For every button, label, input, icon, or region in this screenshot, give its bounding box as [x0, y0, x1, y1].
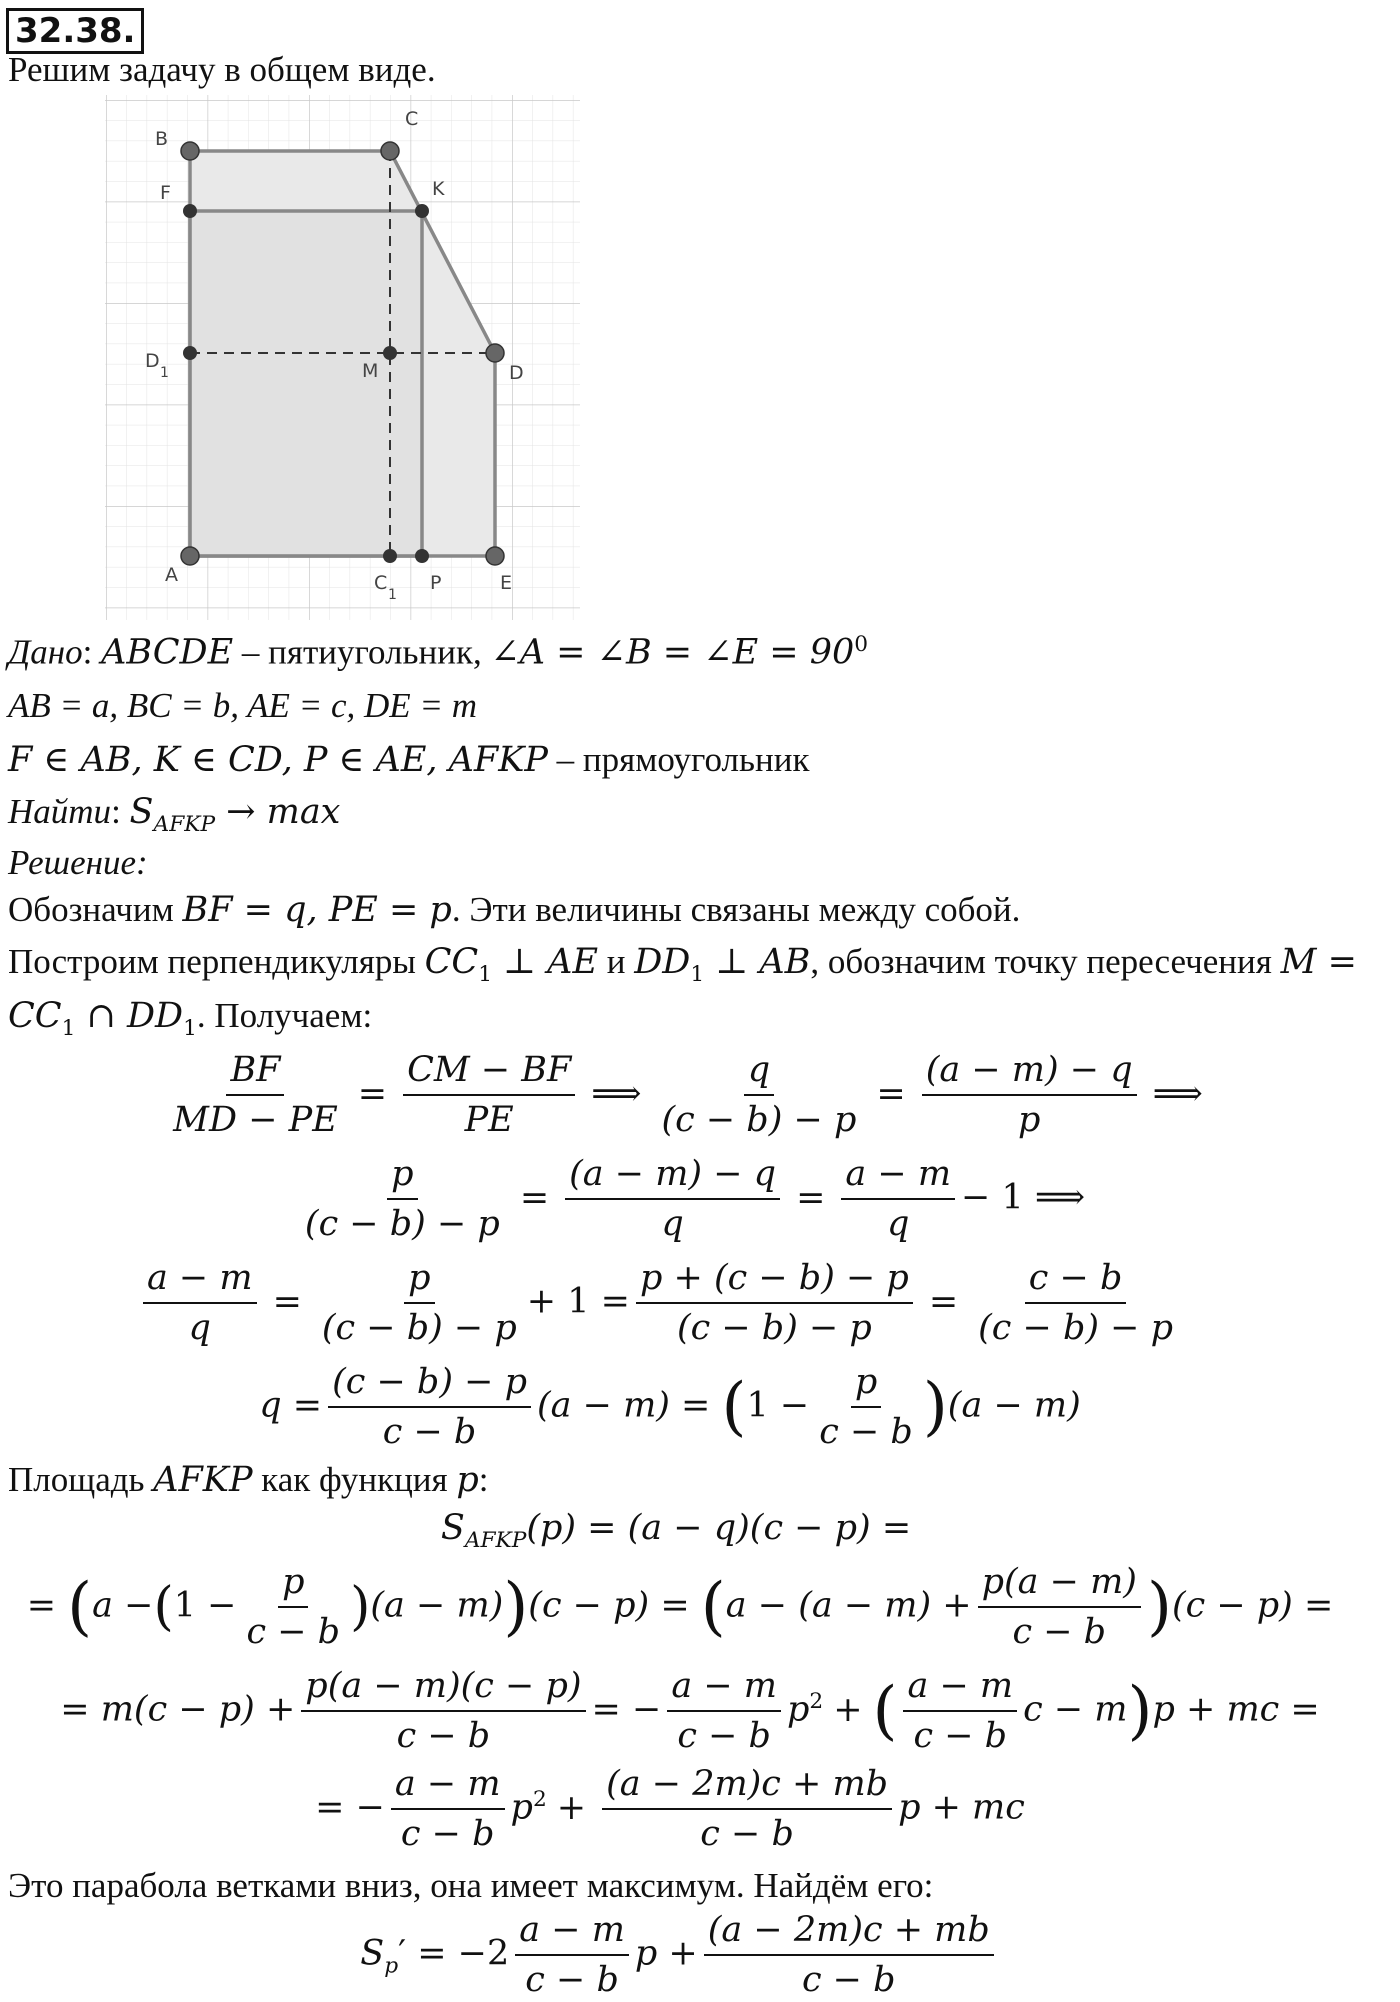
label-f: F — [160, 182, 171, 204]
eq2-tail: − 1 ⟹ — [961, 1177, 1086, 1218]
deriv-f1-den: c − b — [525, 1960, 619, 2000]
equation-4: q = $\frac{(c - b) - p}{c - b}$ (a − m) = (1 − $\frac{p}{c - b}$ )(a − m) — [259, 1362, 1081, 1452]
equation-1: $\frac{BF}{MD - PE}$ = $\frac{CM - BF}{PE}$ ⟹ $\frac{q}{(c - b) - p}$ = $\frac{(a - m) - q}{p}$ ⟹ — [0, 1048, 1388, 1142]
label-p: P — [430, 572, 442, 594]
construct-dd: DD — [634, 942, 691, 982]
notation-line — [8, 890, 1020, 930]
construct2-cap-dd: ∩ DD — [75, 996, 184, 1036]
s2-one: 1 − — [173, 1585, 237, 1626]
rectangle-afkp — [190, 211, 422, 556]
find-label: Найти — [8, 792, 112, 831]
construct2-cc: CC — [8, 996, 62, 1036]
deriv-f1-num: a − m — [515, 1908, 629, 1956]
solution-label: Решение: — [8, 843, 148, 882]
s3-mid: = − — [591, 1689, 662, 1730]
eq2-f1-den: (c − b) − p — [304, 1204, 500, 1244]
s1-sub: AFKP — [464, 1528, 527, 1553]
label-d1-sub: 1 — [160, 365, 169, 381]
construct-cc-sub: 1 — [478, 962, 493, 987]
s2-am: (a − m) — [370, 1585, 504, 1626]
s4-tail: p + mc — [898, 1787, 1025, 1828]
notation-post: . Эти величины связаны между собой. — [451, 890, 1021, 929]
construct-line-2 — [8, 996, 372, 1041]
s1-s: S — [440, 1508, 465, 1548]
eq3-mid: + 1 = — [526, 1281, 630, 1322]
s2-f2-den: c − b — [1012, 1612, 1107, 1652]
given-line-1: Дано: ABCDE – пятиугольник, ∠A = ∠B = ∠E = $90^0$ — [8, 632, 869, 673]
s4-f2-num: (a − 2m)c + mb — [602, 1762, 892, 1810]
s3-f3-den: c − b — [913, 1716, 1008, 1756]
area-eq-2: = (a −(1 − $\frac{p}{c - b}$ )(a − m))(c − p) = (a − (a − m) + $\frac{p(a - m)}{c - b}$ )(c − p) = — [26, 1562, 1334, 1652]
deriv-prime: ′ — [398, 1933, 407, 1974]
problem-number: 32.38. — [6, 8, 144, 54]
area-text — [8, 1460, 489, 1500]
label-m: M — [362, 360, 379, 382]
eq1-f4-den: p — [1017, 1100, 1041, 1140]
area-end: : — [478, 1460, 489, 1499]
deriv-eq: = −2 — [417, 1933, 510, 1974]
eq3-f3-den: (c − b) − p — [676, 1308, 872, 1348]
given-points: F ∈ AB, K ∈ CD, P ∈ AE, AFKP — [8, 740, 548, 780]
s3-cm: c − m — [1023, 1689, 1128, 1730]
s3-f2-num: a − m — [667, 1664, 781, 1712]
s2-f1-num: p — [278, 1560, 308, 1608]
eq3-f1-den: q — [188, 1308, 211, 1348]
area-var: p — [456, 1460, 479, 1500]
label-c1-sub: 1 — [388, 587, 397, 603]
s1-rest: (p) = (a − q)(c − p) = — [526, 1508, 912, 1548]
eq1-f1-num: BF — [226, 1048, 284, 1096]
deriv-s: S — [360, 1933, 385, 1974]
s4-p2-sup: 2 — [532, 1786, 547, 1812]
eq4-lhs: q = — [259, 1385, 323, 1426]
s2-cp2: (c − p) = — [1171, 1585, 1334, 1626]
construct-post: , обозначим точку пересечения — [810, 942, 1281, 981]
deriv-f2-num: (a − 2m)c + mb — [704, 1908, 994, 1956]
eq1-f3-den: (c − b) − p — [661, 1100, 857, 1140]
point-k — [415, 204, 429, 218]
s2-cp: (c − p) = — [528, 1585, 690, 1626]
eq1-f3-num: q — [744, 1048, 774, 1096]
s4-f1-num: a − m — [391, 1762, 505, 1810]
construct2-dd-sub: 1 — [183, 1016, 197, 1041]
s3-p2-sup: 2 — [809, 1688, 824, 1714]
s4-pre: = − — [315, 1787, 385, 1828]
eq4-tail: (a − m) — [947, 1385, 1081, 1426]
find-s-sub: AFKP — [153, 812, 216, 837]
eq3-f2-den: (c − b) − p — [321, 1308, 517, 1348]
area-post: как функция — [252, 1460, 457, 1499]
notation-pre: Обозначим — [8, 890, 183, 929]
eq3-f1-num: a − m — [143, 1256, 257, 1304]
area-eq-3: = m(c − p) + $\frac{p(a - m)(c - p)}{c - b}$ = − $\frac{a - m}{c - b}$ $p^2$ + ( $\frac{a - m}{c - b}$ c − m)p + mc = — [60, 1666, 1320, 1756]
eq1-f2-den: PE — [464, 1100, 514, 1140]
eq2-f1-num: p — [387, 1152, 417, 1200]
equation-2: $\frac{p}{(c - b) - p}$ = $\frac{(a - m) - q}{q}$ = $\frac{a - m}{q}$ − 1 ⟹ — [0, 1152, 1390, 1246]
point-e — [486, 547, 504, 565]
eq4-f1-den: c − b — [382, 1412, 477, 1452]
given-line-3 — [8, 740, 809, 780]
area-pre: Площадь — [8, 1460, 154, 1499]
eq4-mid: (a − m) = — [536, 1385, 711, 1426]
construct2-cc-sub: 1 — [61, 1016, 76, 1041]
label-k: K — [432, 178, 445, 200]
derivative-eq — [0, 1908, 1380, 2002]
s4-plus: + — [556, 1787, 587, 1828]
s3-f1-den: c − b — [396, 1716, 491, 1756]
s2-f1-den: c − b — [246, 1612, 341, 1652]
s2-a: a − — [92, 1585, 154, 1626]
eq4-f2-den: c − b — [819, 1412, 913, 1452]
eq1-f2-num: CM − BF — [403, 1048, 575, 1096]
given-angles: ∠A = ∠B = ∠E = 90 — [490, 632, 855, 673]
point-a — [181, 547, 199, 565]
label-c1: C — [374, 572, 388, 594]
construct-line-1 — [8, 942, 1357, 987]
label-d: D — [509, 362, 524, 384]
point-f — [183, 204, 197, 218]
construct-m: M = — [1280, 942, 1357, 982]
deriv-p: p + — [634, 1933, 698, 1974]
s2-a2: a − (a − m) + — [725, 1585, 972, 1626]
eq3-f4-num: c − b — [1025, 1256, 1127, 1304]
construct-perp-ae: ⊥ AE — [492, 942, 599, 982]
label-d1: D — [145, 350, 160, 372]
label-c: C — [405, 108, 419, 130]
point-p — [415, 549, 429, 563]
equation-3: $\frac{a - m}{q}$ = $\frac{p}{(c - b) - p}$ + 1 = $\frac{p + (c - b) - p}{(c - b) - p}$ = $\frac{c - b}{(c - b) - p}$ — [0, 1256, 1360, 1350]
eq1-f1-den: MD − PE — [173, 1100, 338, 1140]
point-m — [383, 346, 397, 360]
eq4-f2-num: p — [851, 1360, 881, 1408]
area-eq-4 — [0, 1762, 1370, 1856]
deriv-f2-den: c − b — [801, 1960, 896, 2000]
eq3-f3-num: p + (c − b) − p — [636, 1256, 913, 1304]
s2-f2-num: p(a − m) — [978, 1560, 1141, 1608]
construct-pre: Построим перпендикуляры — [8, 942, 425, 981]
point-d1 — [183, 346, 197, 360]
eq4-f1-num: (c − b) − p — [328, 1360, 531, 1408]
eq3-f4-den: (c − b) − p — [978, 1308, 1174, 1348]
point-b — [181, 142, 199, 160]
notation-math: BF = q, PE = p — [182, 890, 452, 930]
point-c1 — [383, 549, 397, 563]
given-figure: ABCDE — [101, 632, 234, 673]
s3-plus: + — [833, 1689, 863, 1730]
given-line-2: AB = a, BC = b, AE = c, DE = m — [8, 686, 478, 725]
parabola-text: Это парабола ветками вниз, она имеет максимум. Найдём его: — [8, 1866, 934, 1905]
construct-perp-ab: ⊥ AB — [704, 942, 811, 982]
find-rest: → max — [215, 792, 341, 832]
s3-f3-num: a − m — [903, 1664, 1017, 1712]
eq1-f4-num: (a − m) − q — [922, 1048, 1137, 1096]
label-b: B — [155, 128, 169, 150]
area-eq-1 — [0, 1508, 1376, 1553]
eq2-f2-num: (a − m) − q — [565, 1152, 780, 1200]
s3-tail: p + mc = — [1152, 1689, 1320, 1730]
construct-and: и — [598, 942, 635, 981]
s2-pre: = — [26, 1585, 68, 1626]
deriv-sub: p — [384, 1953, 399, 1979]
eq4-one: 1 − — [746, 1385, 810, 1426]
s3-p2: p — [786, 1689, 810, 1730]
construct-cc: CC — [424, 942, 479, 982]
given-label: Дано — [8, 632, 83, 672]
s3-f1-num: p(a − m)(c − p) — [301, 1664, 585, 1712]
s4-p2: p — [510, 1787, 533, 1828]
given-rect-text: – прямоугольник — [547, 740, 810, 779]
point-c — [381, 142, 399, 160]
intro-text: Решим задачу в общем виде. — [8, 50, 436, 89]
eq2-f2-den: q — [661, 1204, 684, 1244]
label-a: A — [165, 564, 178, 586]
given-degree: 0 — [854, 632, 869, 657]
given-text: – пятиугольник, — [233, 632, 491, 672]
geometry-figure — [100, 95, 590, 625]
eq2-f3-num: a − m — [841, 1152, 955, 1200]
point-d — [486, 344, 504, 362]
area-math: AFKP — [153, 1460, 253, 1500]
s3-f2-den: c − b — [677, 1716, 771, 1756]
construct2-post: . Получаем: — [196, 996, 373, 1035]
s4-f1-den: c − b — [400, 1814, 495, 1854]
label-e: E — [500, 572, 513, 594]
find-s: S — [129, 792, 154, 832]
construct-dd-sub: 1 — [690, 962, 705, 987]
s4-f2-den: c − b — [700, 1814, 794, 1854]
find-line: Найти: $S_{AFKP} \to \max$ — [8, 792, 341, 837]
eq2-f3-den: q — [887, 1204, 910, 1244]
eq3-f2-num: p — [404, 1256, 434, 1304]
s3-pre: = m(c − p) + — [60, 1689, 296, 1730]
